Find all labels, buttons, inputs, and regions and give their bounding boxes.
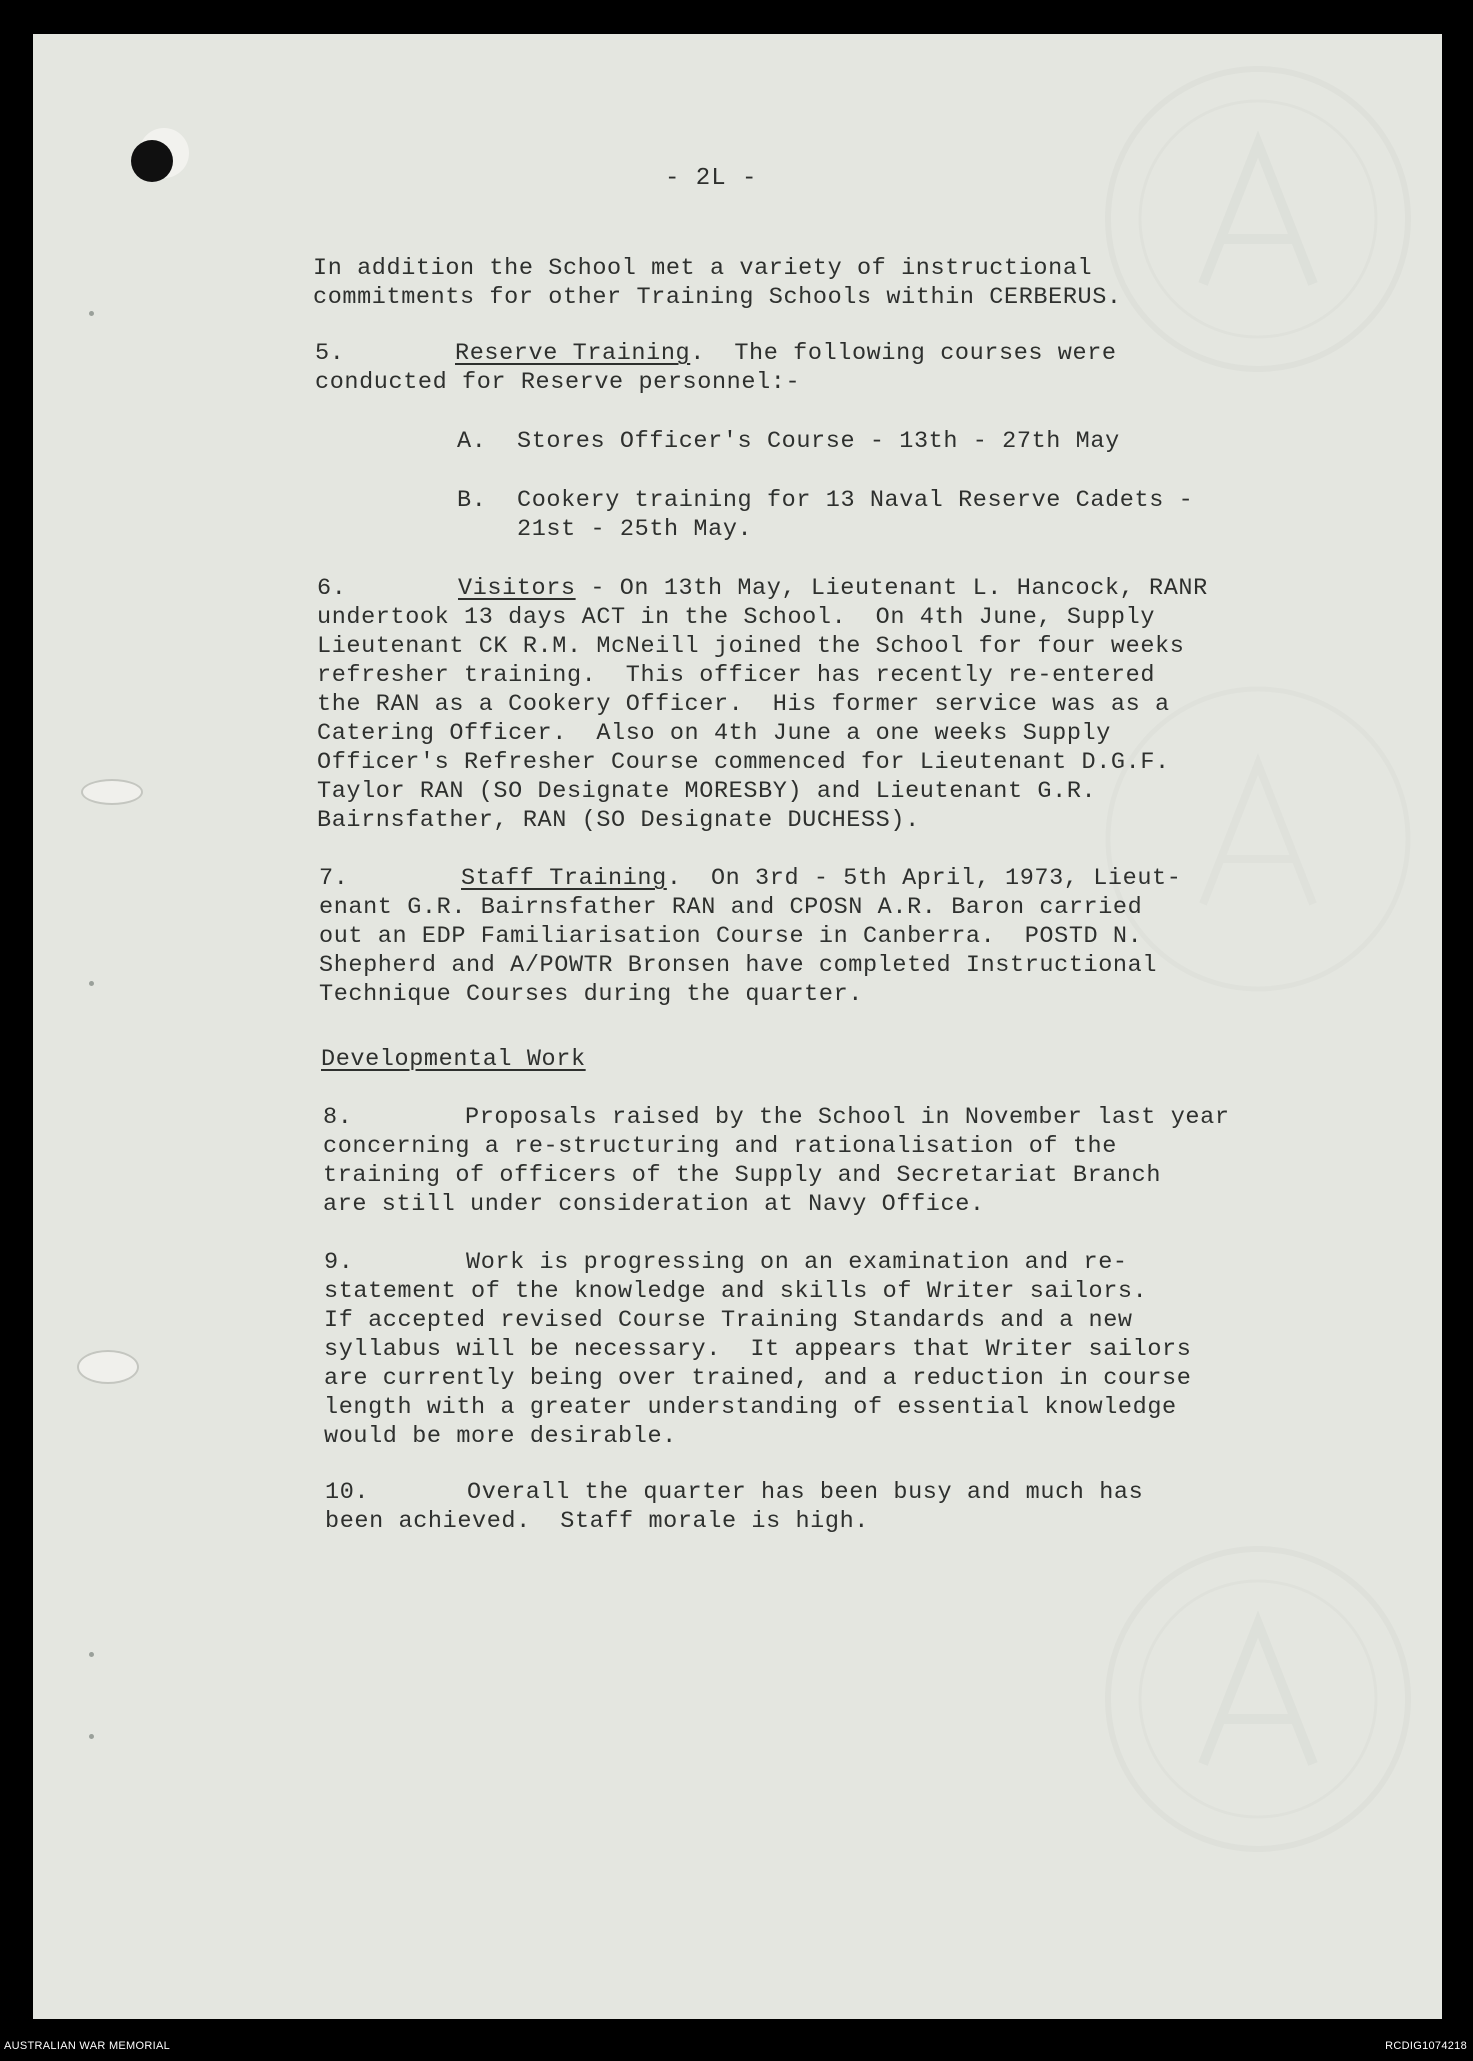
pin-mark <box>89 1734 94 1739</box>
para8-line: training of officers of the Supply and Secretariat Branch <box>323 1162 1162 1189</box>
item-b-letter: B. <box>457 487 487 514</box>
para5-heading: Reserve Training <box>455 340 691 367</box>
para7-line1 <box>461 864 1181 893</box>
para9-num: 9. <box>324 1249 354 1276</box>
para6-line: refresher training. This officer has recently re-entered <box>317 662 1156 689</box>
item-a-text: Stores Officer's Course - 13th - 27th May <box>517 428 1120 455</box>
punch-hole <box>81 779 143 805</box>
para6-line1 <box>458 574 1208 603</box>
para6-line: undertook 13 days ACT in the School. On 4th June, Supply <box>317 604 1156 631</box>
para6-line: Bairnsfather, RAN (SO Designate DUCHESS). <box>317 807 920 834</box>
para5-line1 <box>455 339 1117 368</box>
para6-line1-rest: - On 13th May, Lieutenant L. Hancock, RANR <box>575 575 1208 602</box>
page-number: - 2L - <box>665 165 758 192</box>
pin-mark <box>89 981 94 986</box>
para9-line: length with a greater understanding of essential knowledge <box>324 1394 1177 1421</box>
item-b-text: 21st - 25th May. <box>517 516 753 543</box>
para7-line: Shepherd and A/POWTR Bronsen have completed Instructional <box>319 952 1158 979</box>
para6-line: Officer's Refresher Course commenced for Lieutenant D.G.F. <box>317 749 1170 776</box>
footer-right: RCDIG1074218 <box>1385 2040 1467 2052</box>
para9-line: syllabus will be necessary. It appears that Writer sailors <box>324 1336 1192 1363</box>
para6-line: Catering Officer. Also on 4th June a one weeks Supply <box>317 720 1111 747</box>
intro-line: In addition the School met a variety of instructional <box>313 255 1093 282</box>
para8-line: concerning a re-structuring and rationalisation of the <box>323 1133 1117 1160</box>
footer-left: AUSTRALIAN WAR MEMORIAL <box>4 2040 171 2052</box>
para7-line: Technique Courses during the quarter. <box>319 981 863 1008</box>
para8-num: 8. <box>323 1104 353 1131</box>
para7-line1-rest: . On 3rd - 5th April, 1973, Lieut- <box>666 865 1182 892</box>
para7-line: enant G.R. Bairnsfather RAN and CPOSN A.R. Baron carried <box>319 894 1143 921</box>
watermark-seal-icon <box>1093 54 1423 384</box>
para9-line1: Work is progressing on an examination and re- <box>466 1249 1128 1276</box>
para9-line: If accepted revised Course Training Standards and a new <box>324 1307 1133 1334</box>
para8-line1: Proposals raised by the School in November last year <box>465 1104 1230 1131</box>
document-page <box>33 34 1442 2019</box>
para9-line: statement of the knowledge and skills of Writer sailors. <box>324 1278 1148 1305</box>
para6-line: Taylor RAN (SO Designate MORESBY) and Lieutenant G.R. <box>317 778 1097 805</box>
para10-line1: Overall the quarter has been busy and much has <box>467 1479 1144 1506</box>
para8-line: are still under consideration at Navy Office. <box>323 1191 985 1218</box>
punch-hole <box>131 140 173 182</box>
item-a-letter: A. <box>457 428 487 455</box>
para10-num: 10. <box>325 1479 370 1506</box>
item-b-text: Cookery training for 13 Naval Reserve Cadets - <box>517 487 1194 514</box>
intro-line: commitments for other Training Schools within CERBERUS. <box>313 284 1122 311</box>
para5-line1-rest: . The following courses were <box>690 340 1117 367</box>
punch-hole <box>77 1350 139 1384</box>
para5-num: 5. <box>315 340 345 367</box>
section-heading: Developmental Work <box>321 1046 586 1073</box>
watermark-seal-icon <box>1093 1534 1423 1864</box>
para7-line: out an EDP Familiarisation Course in Canberra. POSTD N. <box>319 923 1143 950</box>
para7-heading: Staff Training <box>461 865 667 892</box>
para6-num: 6. <box>317 575 347 602</box>
pin-mark <box>89 1652 94 1657</box>
para9-line: would be more desirable. <box>324 1423 677 1450</box>
para10-line: been achieved. Staff morale is high. <box>325 1508 869 1535</box>
para6-line: Lieutenant CK R.M. McNeill joined the School for four weeks <box>317 633 1185 660</box>
para9-line: are currently being over trained, and a reduction in course <box>324 1365 1192 1392</box>
para6-line: the RAN as a Cookery Officer. His former service was as a <box>317 691 1170 718</box>
para7-num: 7. <box>319 865 349 892</box>
para6-heading: Visitors <box>458 575 576 602</box>
para5-line2: conducted for Reserve personnel:- <box>315 369 801 396</box>
pin-mark <box>89 311 94 316</box>
